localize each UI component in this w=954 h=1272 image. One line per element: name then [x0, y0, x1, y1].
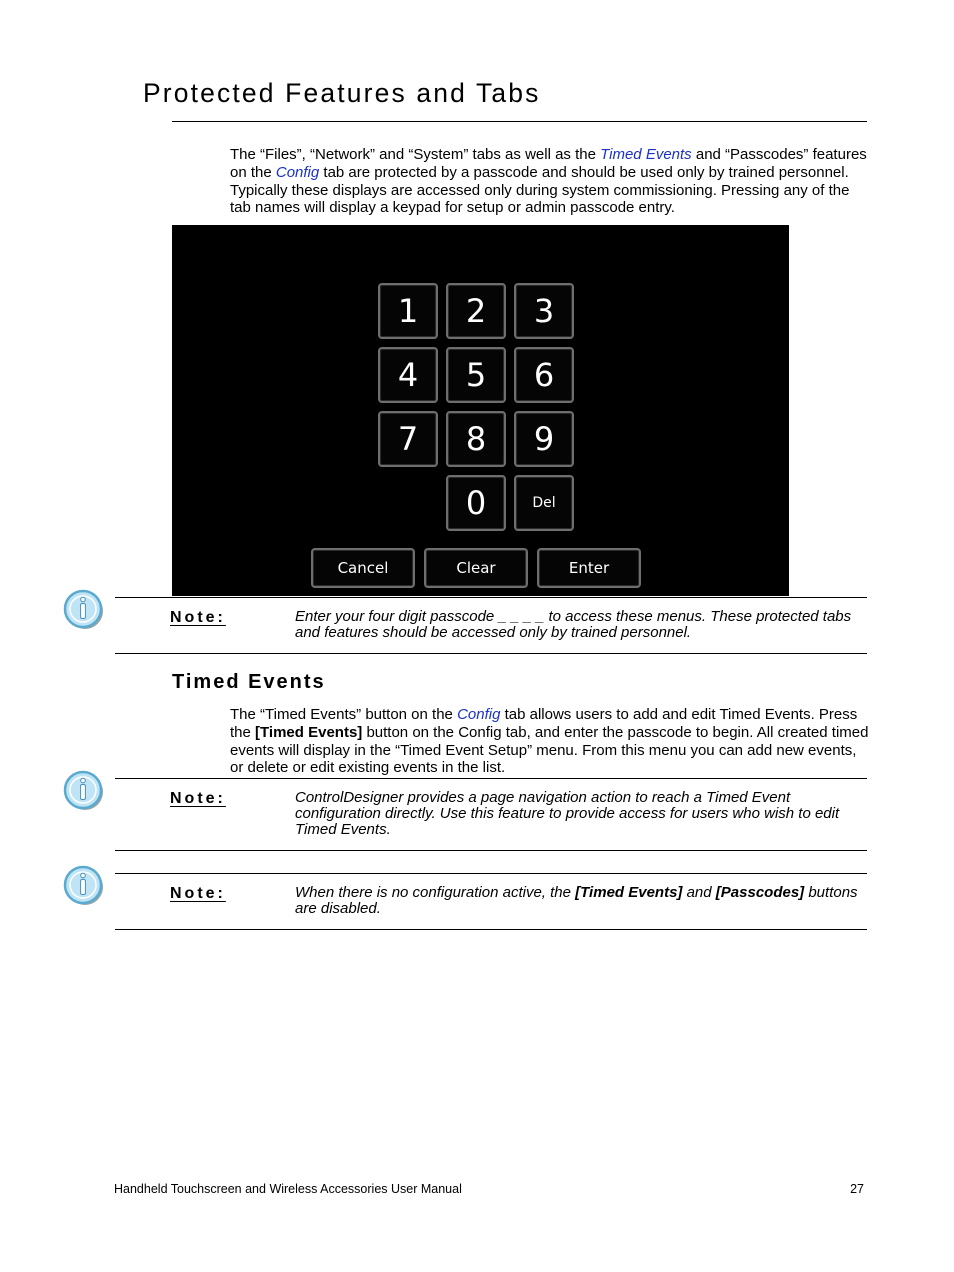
- note-text: Enter your four digit passcode _ _ _ _ to access these menus. These protected tabs and features should be accessed only by trained personnel.: [295, 608, 852, 641]
- enter-button[interactable]: Enter: [537, 548, 641, 588]
- key-8[interactable]: 8: [446, 411, 506, 467]
- info-icon: [61, 587, 105, 631]
- key-1[interactable]: 1: [378, 283, 438, 339]
- config-link[interactable]: Config: [275, 163, 320, 181]
- intro-text-1: The “Files”, “Network” and “System” tabs as well as the: [230, 146, 601, 163]
- page-title: Protected Features and Tabs: [143, 78, 541, 108]
- cancel-button[interactable]: Cancel: [311, 548, 415, 588]
- timed-events-text-1: The “Timed Events” button on the: [230, 706, 458, 723]
- note-rule-top: [115, 873, 867, 874]
- keypad-screenshot: [172, 225, 789, 596]
- key-2[interactable]: 2: [446, 283, 506, 339]
- info-icon: [61, 863, 105, 907]
- timed-events-link[interactable]: Timed Events: [600, 146, 692, 163]
- key-5[interactable]: 5: [446, 347, 506, 403]
- note-rule-top: [115, 778, 867, 779]
- info-icon: [61, 768, 105, 812]
- note-bold-passcodes: [Passcodes]: [715, 884, 805, 901]
- clear-button[interactable]: Clear: [424, 548, 528, 588]
- note-label: Note:: [170, 885, 226, 902]
- key-6[interactable]: 6: [514, 347, 574, 403]
- footer-title: Handheld Touchscreen and Wireless Accessories User Manual: [114, 1182, 462, 1196]
- key-0[interactable]: 0: [446, 475, 506, 531]
- timed-events-paragraph: [230, 706, 870, 777]
- title-rule: [172, 121, 867, 122]
- note-text-1: When there is no configuration active, the: [295, 884, 576, 901]
- note-rule-bottom: [115, 929, 867, 930]
- note-text: ControlDesigner provides a page navigation action to reach a Timed Event configuration directly. Use this feature to provide access for users who wish to edit Timed Events.: [295, 789, 840, 838]
- timed-events-text-3: button on the Config tab, and enter the passcode to begin. All created timed events will display in the “Timed Event Setup” menu. From this menu you can add new events, or delete or edit existing events in the list.: [230, 723, 869, 777]
- note-label: Note:: [170, 790, 226, 807]
- note-bold-timed-events: [Timed Events]: [575, 884, 683, 901]
- intro-text-3: tab are protected by a passcode and should be used only by trained personnel. Typically these displays are accessed only during system commissioning. Pressing any of the tab names will display a keypad for setup or admin passcode entry.: [230, 163, 850, 217]
- key-9[interactable]: 9: [514, 411, 574, 467]
- key-4[interactable]: 4: [378, 347, 438, 403]
- note-rule-top: [115, 597, 867, 598]
- config-link[interactable]: Config: [457, 706, 501, 723]
- note-rule-bottom: [115, 850, 867, 851]
- section-heading-timed-events: Timed Events: [172, 671, 326, 693]
- note-text-3: buttons are disabled.: [295, 884, 858, 917]
- timed-events-text-2: tab allows users to add and edit Timed Events. Press the: [230, 706, 858, 741]
- key-7[interactable]: 7: [378, 411, 438, 467]
- note-text: [295, 885, 867, 917]
- timed-events-bold: [Timed Events]: [255, 723, 363, 741]
- key-3[interactable]: 3: [514, 283, 574, 339]
- note-rule-bottom: [115, 653, 867, 654]
- delete-button[interactable]: Del: [514, 475, 574, 531]
- intro-text-2: and “Passcodes” features on the: [230, 146, 867, 181]
- intro-paragraph: [230, 146, 870, 217]
- note-text-2: and: [682, 884, 716, 901]
- page-number: 27: [850, 1182, 864, 1196]
- note-label: Note:: [170, 609, 226, 626]
